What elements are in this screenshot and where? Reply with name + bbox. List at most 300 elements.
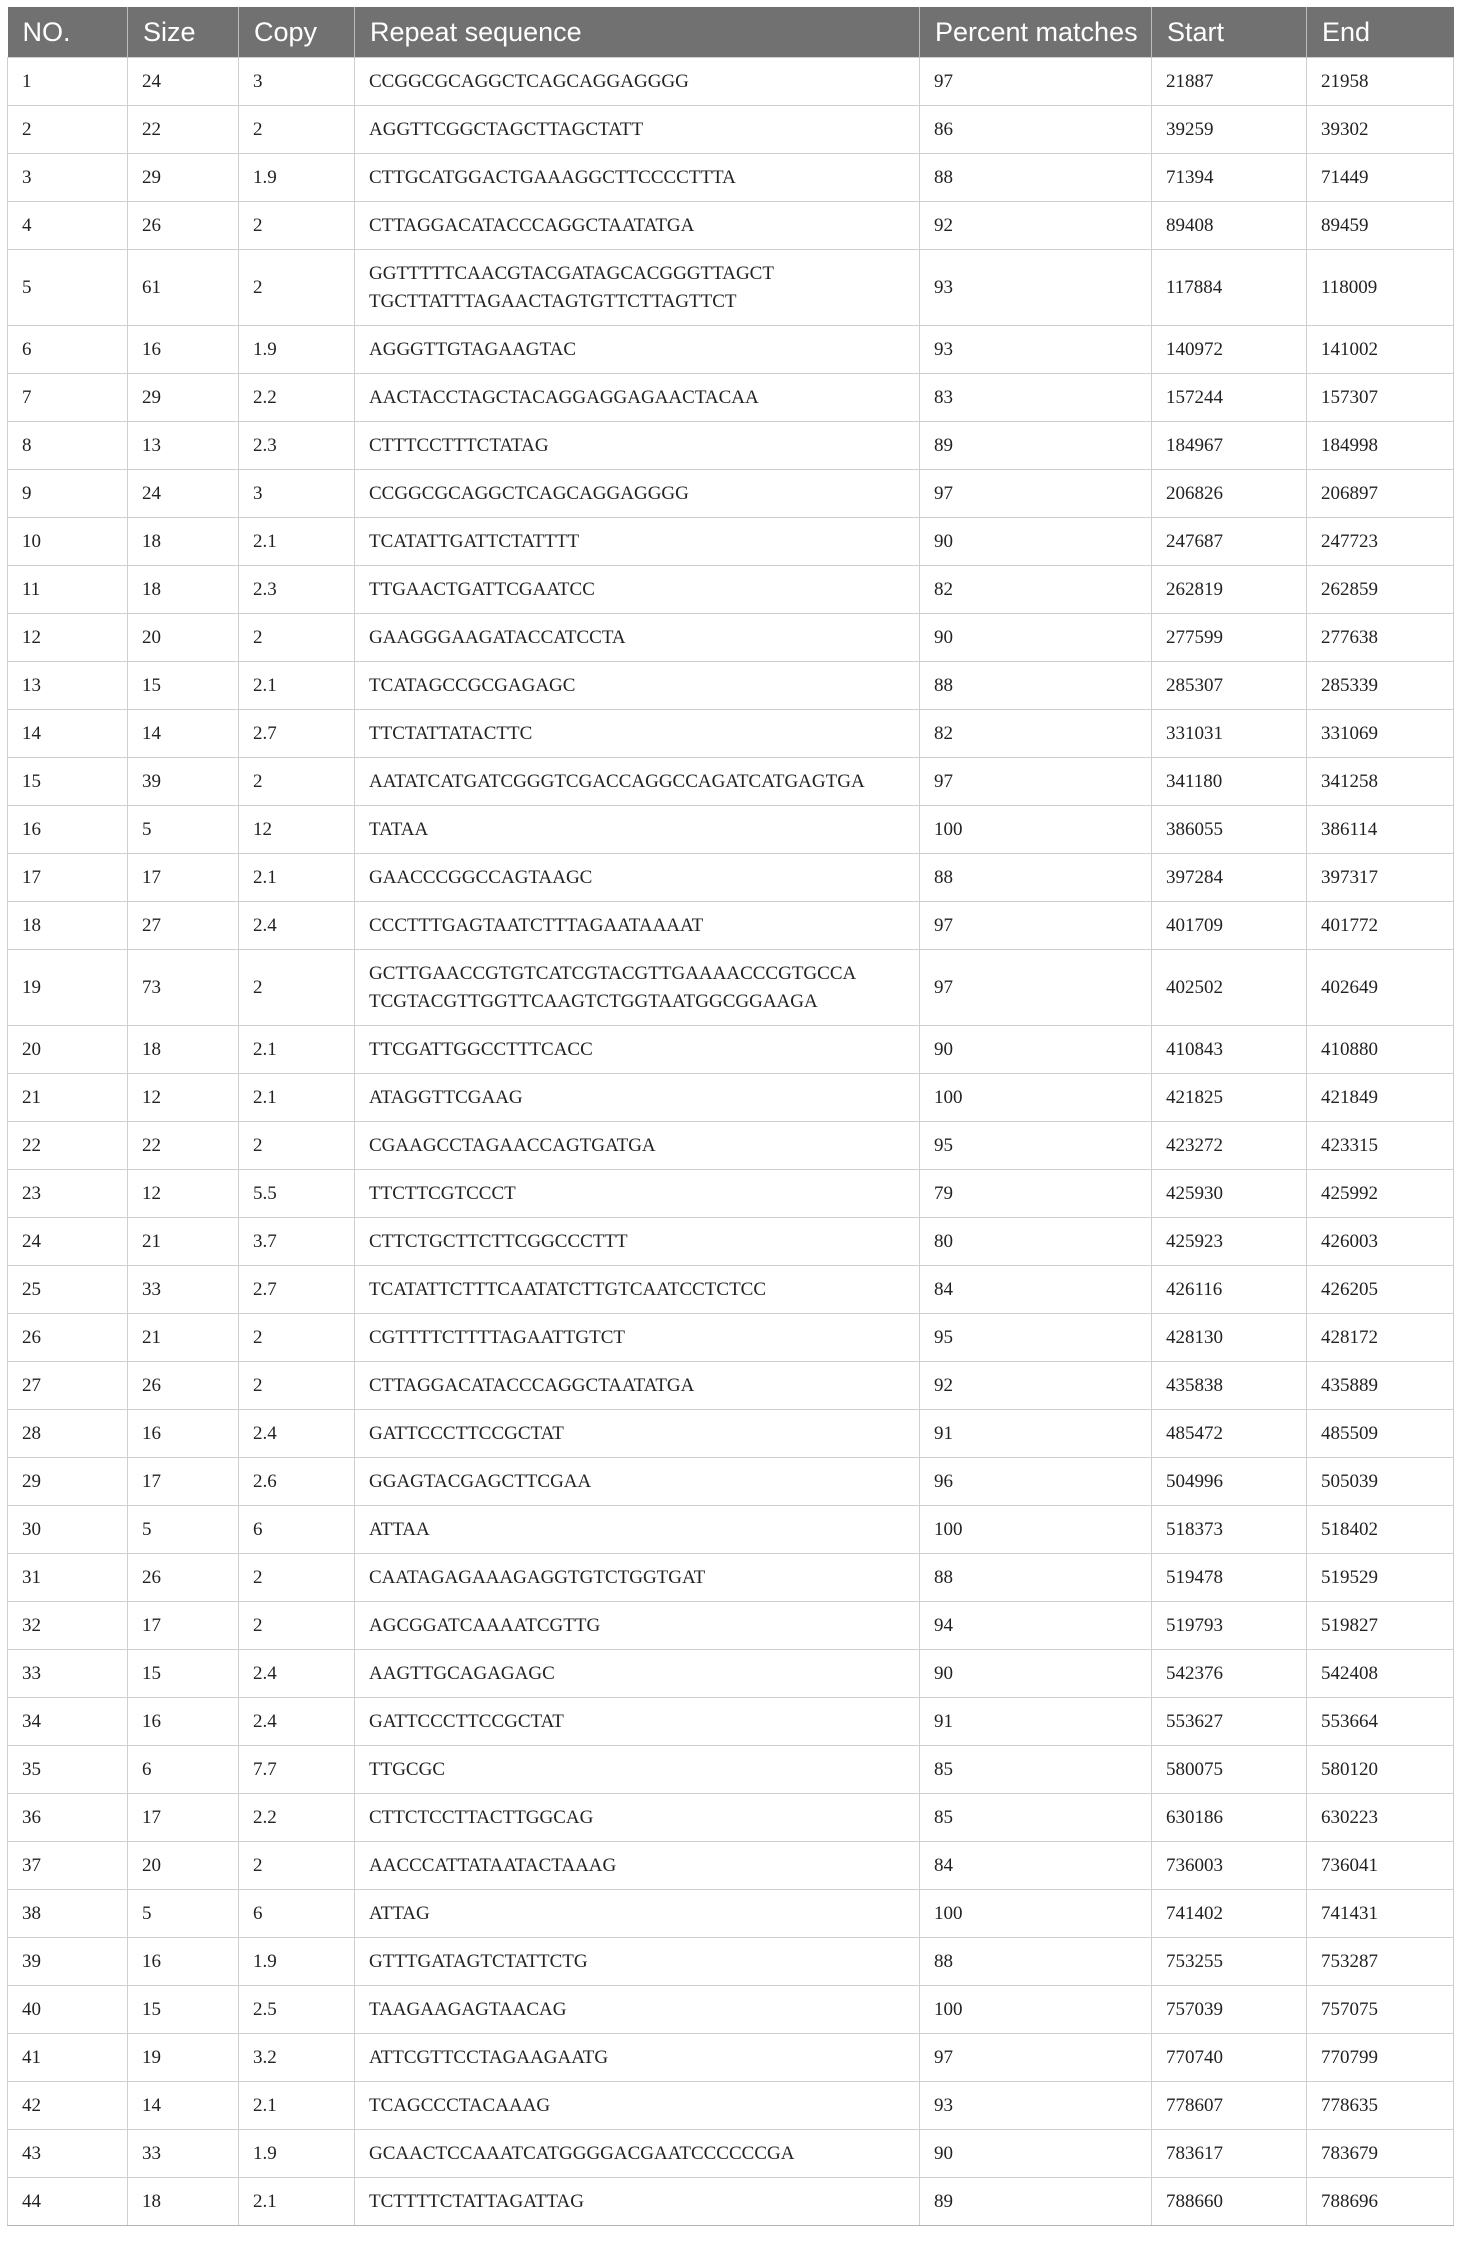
- table-row: [8, 1938, 1454, 1986]
- cell-percent-matches: 97: [920, 950, 1152, 1026]
- cell-size: 16: [128, 1698, 239, 1746]
- cell-no: 20: [8, 1026, 128, 1074]
- cell-end: 542408: [1307, 1650, 1454, 1698]
- cell-repeat-sequence: GATTCCCTTCCGCTAT: [355, 1698, 920, 1746]
- cell-start: 157244: [1152, 374, 1307, 422]
- cell-size: 15: [128, 1986, 239, 2034]
- cell-repeat-sequence: GAACCCGGCCAGTAAGC: [355, 854, 920, 902]
- cell-start: 247687: [1152, 518, 1307, 566]
- cell-no: 23: [8, 1170, 128, 1218]
- table-row: [8, 758, 1454, 806]
- cell-end: 783679: [1307, 2130, 1454, 2178]
- cell-repeat-sequence: CTTAGGACATACCCAGGCTAATATGA: [355, 1362, 920, 1410]
- table-row: [8, 1314, 1454, 1362]
- cell-no: 11: [8, 566, 128, 614]
- cell-start: 341180: [1152, 758, 1307, 806]
- cell-no: 8: [8, 422, 128, 470]
- cell-end: 21958: [1307, 58, 1454, 106]
- cell-end: 435889: [1307, 1362, 1454, 1410]
- cell-size: 26: [128, 1554, 239, 1602]
- cell-repeat-sequence: TAAGAAGAGTAACAG: [355, 1986, 920, 2034]
- cell-percent-matches: 90: [920, 1026, 1152, 1074]
- cell-percent-matches: 95: [920, 1122, 1152, 1170]
- cell-size: 22: [128, 106, 239, 154]
- header-start: Start: [1152, 7, 1307, 58]
- table-row: [8, 1122, 1454, 1170]
- cell-start: 262819: [1152, 566, 1307, 614]
- cell-end: 262859: [1307, 566, 1454, 614]
- cell-size: 24: [128, 58, 239, 106]
- cell-end: 423315: [1307, 1122, 1454, 1170]
- cell-repeat-sequence: ATTAA: [355, 1506, 920, 1554]
- cell-copy: 6: [239, 1890, 355, 1938]
- cell-start: 783617: [1152, 2130, 1307, 2178]
- cell-copy: 6: [239, 1506, 355, 1554]
- table-row: [8, 950, 1454, 1026]
- cell-no: 36: [8, 1794, 128, 1842]
- cell-start: 428130: [1152, 1314, 1307, 1362]
- cell-end: 206897: [1307, 470, 1454, 518]
- cell-end: 736041: [1307, 1842, 1454, 1890]
- cell-size: 18: [128, 1026, 239, 1074]
- table-row: [8, 1986, 1454, 2034]
- cell-percent-matches: 100: [920, 1074, 1152, 1122]
- table-row: [8, 902, 1454, 950]
- cell-copy: 3: [239, 58, 355, 106]
- cell-percent-matches: 84: [920, 1266, 1152, 1314]
- cell-copy: 2.4: [239, 1698, 355, 1746]
- table-row: [8, 1362, 1454, 1410]
- cell-no: 4: [8, 202, 128, 250]
- table-row: [8, 374, 1454, 422]
- cell-copy: 2.6: [239, 1458, 355, 1506]
- cell-no: 10: [8, 518, 128, 566]
- cell-copy: 2.4: [239, 1650, 355, 1698]
- cell-start: 435838: [1152, 1362, 1307, 1410]
- cell-copy: 1.9: [239, 326, 355, 374]
- header-size: Size: [128, 7, 239, 58]
- cell-size: 17: [128, 1458, 239, 1506]
- cell-start: 410843: [1152, 1026, 1307, 1074]
- cell-percent-matches: 89: [920, 422, 1152, 470]
- cell-percent-matches: 92: [920, 1362, 1152, 1410]
- cell-start: 423272: [1152, 1122, 1307, 1170]
- cell-end: 410880: [1307, 1026, 1454, 1074]
- cell-end: 402649: [1307, 950, 1454, 1026]
- cell-end: 421849: [1307, 1074, 1454, 1122]
- table-row: [8, 1554, 1454, 1602]
- cell-copy: 2.1: [239, 518, 355, 566]
- cell-start: 485472: [1152, 1410, 1307, 1458]
- cell-size: 61: [128, 250, 239, 326]
- cell-end: 277638: [1307, 614, 1454, 662]
- table-header: [8, 7, 1454, 58]
- table-row: [8, 1410, 1454, 1458]
- cell-copy: 2.3: [239, 422, 355, 470]
- cell-start: 71394: [1152, 154, 1307, 202]
- cell-repeat-sequence: AGCGGATCAAAATCGTTG: [355, 1602, 920, 1650]
- cell-percent-matches: 80: [920, 1218, 1152, 1266]
- cell-start: 426116: [1152, 1266, 1307, 1314]
- table-row: [8, 2082, 1454, 2130]
- cell-copy: 2.7: [239, 1266, 355, 1314]
- cell-no: 38: [8, 1890, 128, 1938]
- cell-copy: 3.2: [239, 2034, 355, 2082]
- cell-repeat-sequence: TCATATTCTTTCAATATCTTGTCAATCCTCTCC: [355, 1266, 920, 1314]
- cell-copy: 2: [239, 1842, 355, 1890]
- cell-size: 12: [128, 1074, 239, 1122]
- cell-copy: 2.2: [239, 1794, 355, 1842]
- cell-start: 553627: [1152, 1698, 1307, 1746]
- cell-percent-matches: 97: [920, 58, 1152, 106]
- table-row: [8, 614, 1454, 662]
- table-row: [8, 1026, 1454, 1074]
- cell-size: 17: [128, 1602, 239, 1650]
- cell-no: 28: [8, 1410, 128, 1458]
- cell-size: 18: [128, 566, 239, 614]
- cell-copy: 12: [239, 806, 355, 854]
- cell-copy: 2: [239, 250, 355, 326]
- cell-size: 12: [128, 1170, 239, 1218]
- cell-start: 741402: [1152, 1890, 1307, 1938]
- table-row: [8, 1698, 1454, 1746]
- table-row: [8, 518, 1454, 566]
- cell-repeat-sequence: CTTCTGCTTCTTCGGCCCTTT: [355, 1218, 920, 1266]
- cell-size: 16: [128, 326, 239, 374]
- cell-repeat-sequence: AATATCATGATCGGGTCGACCAGGCCAGATCATGAGTGA: [355, 758, 920, 806]
- cell-start: 425930: [1152, 1170, 1307, 1218]
- cell-end: 247723: [1307, 518, 1454, 566]
- cell-start: 277599: [1152, 614, 1307, 662]
- table-row: [8, 1074, 1454, 1122]
- cell-repeat-sequence: GATTCCCTTCCGCTAT: [355, 1410, 920, 1458]
- table-row: [8, 806, 1454, 854]
- cell-size: 15: [128, 662, 239, 710]
- cell-size: 14: [128, 2082, 239, 2130]
- cell-repeat-sequence: AAGTTGCAGAGAGC: [355, 1650, 920, 1698]
- cell-no: 32: [8, 1602, 128, 1650]
- cell-size: 13: [128, 422, 239, 470]
- cell-percent-matches: 89: [920, 2178, 1152, 2226]
- cell-repeat-sequence: CCGGCGCAGGCTCAGCAGGAGGGG: [355, 470, 920, 518]
- cell-copy: 7.7: [239, 1746, 355, 1794]
- cell-no: 5: [8, 250, 128, 326]
- cell-percent-matches: 83: [920, 374, 1152, 422]
- cell-size: 20: [128, 614, 239, 662]
- cell-repeat-sequence: CCGGCGCAGGCTCAGCAGGAGGGG: [355, 58, 920, 106]
- table-row: [8, 326, 1454, 374]
- cell-size: 20: [128, 1842, 239, 1890]
- cell-copy: 2: [239, 950, 355, 1026]
- cell-percent-matches: 88: [920, 1554, 1152, 1602]
- cell-size: 26: [128, 1362, 239, 1410]
- cell-copy: 2.3: [239, 566, 355, 614]
- cell-repeat-sequence: ATAGGTTCGAAG: [355, 1074, 920, 1122]
- cell-end: 331069: [1307, 710, 1454, 758]
- cell-copy: 5.5: [239, 1170, 355, 1218]
- cell-size: 15: [128, 1650, 239, 1698]
- cell-repeat-sequence: GGTTTTTCAACGTACGATAGCACGGGTTAGCT TGCTTATTTAGAACTAGTGTTCTTAGTTCT: [355, 250, 920, 326]
- cell-no: 26: [8, 1314, 128, 1362]
- table-row: [8, 2034, 1454, 2082]
- cell-end: 184998: [1307, 422, 1454, 470]
- cell-percent-matches: 100: [920, 1986, 1152, 2034]
- cell-end: 397317: [1307, 854, 1454, 902]
- cell-copy: 3: [239, 470, 355, 518]
- table-row: [8, 2130, 1454, 2178]
- cell-percent-matches: 90: [920, 1650, 1152, 1698]
- cell-copy: 2: [239, 1602, 355, 1650]
- table-row: [8, 1650, 1454, 1698]
- header-row: [8, 7, 1454, 58]
- cell-no: 31: [8, 1554, 128, 1602]
- table-row: [8, 2178, 1454, 2226]
- header-copy: Copy: [239, 7, 355, 58]
- table-row: [8, 1746, 1454, 1794]
- cell-no: 27: [8, 1362, 128, 1410]
- cell-no: 37: [8, 1842, 128, 1890]
- cell-start: 518373: [1152, 1506, 1307, 1554]
- cell-size: 29: [128, 154, 239, 202]
- cell-percent-matches: 100: [920, 806, 1152, 854]
- cell-copy: 2.1: [239, 662, 355, 710]
- cell-copy: 2: [239, 1122, 355, 1170]
- cell-no: 43: [8, 2130, 128, 2178]
- table-row: [8, 854, 1454, 902]
- cell-percent-matches: 88: [920, 662, 1152, 710]
- header-end: End: [1307, 7, 1454, 58]
- cell-percent-matches: 90: [920, 2130, 1152, 2178]
- cell-percent-matches: 97: [920, 902, 1152, 950]
- cell-end: 71449: [1307, 154, 1454, 202]
- cell-end: 485509: [1307, 1410, 1454, 1458]
- cell-copy: 1.9: [239, 1938, 355, 1986]
- cell-start: 184967: [1152, 422, 1307, 470]
- cell-percent-matches: 97: [920, 758, 1152, 806]
- cell-start: 421825: [1152, 1074, 1307, 1122]
- cell-no: 34: [8, 1698, 128, 1746]
- cell-start: 206826: [1152, 470, 1307, 518]
- header-no: NO.: [8, 7, 128, 58]
- cell-no: 21: [8, 1074, 128, 1122]
- cell-repeat-sequence: TTGCGC: [355, 1746, 920, 1794]
- cell-percent-matches: 91: [920, 1410, 1152, 1458]
- table-row: [8, 1602, 1454, 1650]
- cell-start: 519478: [1152, 1554, 1307, 1602]
- cell-size: 24: [128, 470, 239, 518]
- cell-start: 542376: [1152, 1650, 1307, 1698]
- cell-copy: 2.1: [239, 2082, 355, 2130]
- cell-copy: 2: [239, 1554, 355, 1602]
- cell-repeat-sequence: CTTTCCTTTCTATAG: [355, 422, 920, 470]
- cell-repeat-sequence: TCTTTTCTATTAGATTAG: [355, 2178, 920, 2226]
- cell-no: 19: [8, 950, 128, 1026]
- cell-start: 425923: [1152, 1218, 1307, 1266]
- cell-start: 397284: [1152, 854, 1307, 902]
- cell-repeat-sequence: CTTGCATGGACTGAAAGGCTTCCCCTTTA: [355, 154, 920, 202]
- cell-no: 17: [8, 854, 128, 902]
- cell-end: 426205: [1307, 1266, 1454, 1314]
- cell-end: 141002: [1307, 326, 1454, 374]
- cell-copy: 2: [239, 1314, 355, 1362]
- cell-repeat-sequence: CTTCTCCTTACTTGGCAG: [355, 1794, 920, 1842]
- table-row: [8, 1458, 1454, 1506]
- cell-repeat-sequence: CCCTTTGAGTAATCTTTAGAATAAAAT: [355, 902, 920, 950]
- cell-repeat-sequence: TTCGATTGGCCTTTCACC: [355, 1026, 920, 1074]
- cell-size: 29: [128, 374, 239, 422]
- cell-no: 42: [8, 2082, 128, 2130]
- cell-repeat-sequence: GTTTGATAGTCTATTCTG: [355, 1938, 920, 1986]
- cell-no: 33: [8, 1650, 128, 1698]
- cell-start: 504996: [1152, 1458, 1307, 1506]
- cell-size: 16: [128, 1410, 239, 1458]
- cell-no: 13: [8, 662, 128, 710]
- cell-repeat-sequence: GCTTGAACCGTGTCATCGTACGTTGAAAACCCGTGCCA TCGTACGTTGGTTCAAGTCTGGTAATGGCGGAAGA: [355, 950, 920, 1026]
- cell-start: 21887: [1152, 58, 1307, 106]
- cell-no: 6: [8, 326, 128, 374]
- cell-end: 341258: [1307, 758, 1454, 806]
- cell-repeat-sequence: GGAGTACGAGCTTCGAA: [355, 1458, 920, 1506]
- cell-percent-matches: 90: [920, 614, 1152, 662]
- cell-size: 26: [128, 202, 239, 250]
- table-row: [8, 106, 1454, 154]
- cell-start: 519793: [1152, 1602, 1307, 1650]
- cell-copy: 2.4: [239, 1410, 355, 1458]
- cell-end: 386114: [1307, 806, 1454, 854]
- table-row: [8, 710, 1454, 758]
- cell-copy: 2.1: [239, 1074, 355, 1122]
- cell-percent-matches: 97: [920, 2034, 1152, 2082]
- cell-size: 33: [128, 2130, 239, 2178]
- cell-copy: 2: [239, 106, 355, 154]
- cell-percent-matches: 85: [920, 1794, 1152, 1842]
- cell-percent-matches: 90: [920, 518, 1152, 566]
- cell-no: 3: [8, 154, 128, 202]
- cell-start: 386055: [1152, 806, 1307, 854]
- cell-size: 19: [128, 2034, 239, 2082]
- cell-percent-matches: 88: [920, 854, 1152, 902]
- cell-start: 757039: [1152, 1986, 1307, 2034]
- cell-no: 30: [8, 1506, 128, 1554]
- cell-size: 17: [128, 854, 239, 902]
- cell-no: 41: [8, 2034, 128, 2082]
- cell-no: 29: [8, 1458, 128, 1506]
- cell-percent-matches: 88: [920, 154, 1152, 202]
- table-row: [8, 250, 1454, 326]
- cell-no: 1: [8, 58, 128, 106]
- cell-start: 401709: [1152, 902, 1307, 950]
- cell-repeat-sequence: ATTCGTTCCTAGAAGAATG: [355, 2034, 920, 2082]
- cell-end: 157307: [1307, 374, 1454, 422]
- cell-end: 788696: [1307, 2178, 1454, 2226]
- cell-size: 16: [128, 1938, 239, 1986]
- cell-repeat-sequence: TTCTTCGTCCCT: [355, 1170, 920, 1218]
- cell-size: 14: [128, 710, 239, 758]
- cell-end: 753287: [1307, 1938, 1454, 1986]
- cell-size: 5: [128, 1506, 239, 1554]
- cell-percent-matches: 94: [920, 1602, 1152, 1650]
- table-row: [8, 662, 1454, 710]
- cell-repeat-sequence: AACTACCTAGCTACAGGAGGAGAACTACAA: [355, 374, 920, 422]
- cell-size: 21: [128, 1218, 239, 1266]
- table-row: [8, 1794, 1454, 1842]
- cell-repeat-sequence: CTTAGGACATACCCAGGCTAATATGA: [355, 202, 920, 250]
- cell-repeat-sequence: AACCCATTATAATACTAAAG: [355, 1842, 920, 1890]
- cell-percent-matches: 91: [920, 1698, 1152, 1746]
- cell-end: 285339: [1307, 662, 1454, 710]
- cell-repeat-sequence: GAAGGGAAGATACCATCCTA: [355, 614, 920, 662]
- cell-no: 16: [8, 806, 128, 854]
- cell-no: 44: [8, 2178, 128, 2226]
- cell-start: 285307: [1152, 662, 1307, 710]
- table-row: [8, 422, 1454, 470]
- cell-percent-matches: 85: [920, 1746, 1152, 1794]
- cell-no: 22: [8, 1122, 128, 1170]
- cell-start: 630186: [1152, 1794, 1307, 1842]
- cell-end: 778635: [1307, 2082, 1454, 2130]
- cell-no: 14: [8, 710, 128, 758]
- cell-size: 5: [128, 806, 239, 854]
- cell-repeat-sequence: CGTTTTCTTTTAGAATTGTCT: [355, 1314, 920, 1362]
- header-percent-matches: Percent matches: [920, 7, 1152, 58]
- cell-percent-matches: 79: [920, 1170, 1152, 1218]
- table-row: [8, 470, 1454, 518]
- cell-percent-matches: 100: [920, 1890, 1152, 1938]
- cell-copy: 2: [239, 1362, 355, 1410]
- cell-percent-matches: 93: [920, 2082, 1152, 2130]
- repeat-sequence-table-container: [7, 7, 1453, 2226]
- cell-percent-matches: 88: [920, 1938, 1152, 1986]
- cell-end: 401772: [1307, 902, 1454, 950]
- cell-copy: 2.7: [239, 710, 355, 758]
- cell-start: 117884: [1152, 250, 1307, 326]
- cell-end: 505039: [1307, 1458, 1454, 1506]
- cell-start: 753255: [1152, 1938, 1307, 1986]
- cell-no: 25: [8, 1266, 128, 1314]
- header-repeat-sequence: Repeat sequence: [355, 7, 920, 58]
- cell-percent-matches: 84: [920, 1842, 1152, 1890]
- cell-size: 73: [128, 950, 239, 1026]
- cell-end: 118009: [1307, 250, 1454, 326]
- cell-copy: 2.1: [239, 1026, 355, 1074]
- cell-start: 778607: [1152, 2082, 1307, 2130]
- cell-size: 5: [128, 1890, 239, 1938]
- cell-no: 39: [8, 1938, 128, 1986]
- cell-end: 519529: [1307, 1554, 1454, 1602]
- cell-percent-matches: 93: [920, 326, 1152, 374]
- cell-size: 21: [128, 1314, 239, 1362]
- cell-percent-matches: 96: [920, 1458, 1152, 1506]
- cell-percent-matches: 82: [920, 710, 1152, 758]
- cell-end: 580120: [1307, 1746, 1454, 1794]
- cell-size: 18: [128, 518, 239, 566]
- table-row: [8, 1842, 1454, 1890]
- cell-repeat-sequence: CAATAGAGAAAGAGGTGTCTGGTGAT: [355, 1554, 920, 1602]
- cell-end: 428172: [1307, 1314, 1454, 1362]
- cell-copy: 2: [239, 758, 355, 806]
- cell-repeat-sequence: GCAACTCCAAATCATGGGGACGAATCCCCCCGA: [355, 2130, 920, 2178]
- cell-size: 27: [128, 902, 239, 950]
- cell-end: 630223: [1307, 1794, 1454, 1842]
- cell-end: 741431: [1307, 1890, 1454, 1938]
- cell-no: 24: [8, 1218, 128, 1266]
- cell-no: 18: [8, 902, 128, 950]
- cell-no: 40: [8, 1986, 128, 2034]
- cell-repeat-sequence: TATAA: [355, 806, 920, 854]
- cell-end: 426003: [1307, 1218, 1454, 1266]
- cell-repeat-sequence: TTCTATTATACTTC: [355, 710, 920, 758]
- cell-end: 553664: [1307, 1698, 1454, 1746]
